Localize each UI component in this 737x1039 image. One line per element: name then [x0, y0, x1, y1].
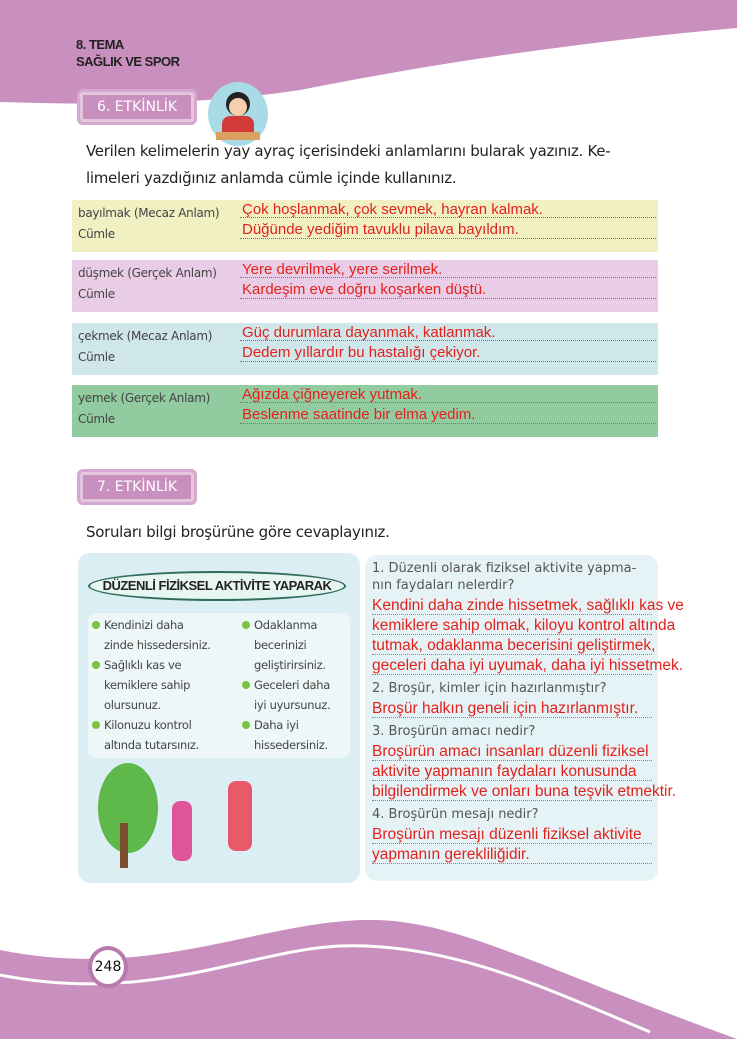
instruction-line: Verilen kelimelerin yay ayraç içerisindeki anlamlarını bularak yazınız. Ke- [86, 142, 611, 160]
question-answer[interactable]: Broşür halkın geneli için hazırlanmıştır. [372, 700, 639, 717]
benefit-line: iyi uyursunuz. [254, 698, 331, 712]
word-row [72, 385, 658, 437]
question-answer[interactable]: yapmanın gerekliliğidir. [372, 846, 530, 863]
benefit-line: Kilonuzu kontrol [92, 715, 240, 735]
bullet-icon [242, 721, 250, 729]
activity7-instruction: Soruları bilgi broşürüne göre cevaplayınız. [86, 523, 390, 541]
benefit-line: Odaklanma [242, 615, 358, 635]
bullet-icon [242, 621, 250, 629]
dotted-line [240, 361, 656, 362]
sentence-label: Cümle [78, 287, 115, 301]
instruction-line: limeleri yazdığınız anlamda cümle içinde kullanınız. [86, 169, 457, 187]
activity7-badge: 7. ETKİNLİK [80, 472, 194, 502]
sentence-answer[interactable]: Kardeşim eve doğru koşarken düştü. [242, 281, 487, 298]
word-label: çekmek (Mecaz Anlam) [78, 329, 213, 343]
question-answer[interactable]: kemiklere sahip olmak, kiloyu kontrol altında [372, 617, 676, 634]
dotted-line [240, 423, 656, 424]
theme-title: SAĞLIK VE SPOR [76, 54, 180, 69]
benefit-line: Kendinizi daha [92, 615, 240, 635]
sentence-answer[interactable]: Düğünde yediğim tavuklu pilava bayıldım. [242, 221, 519, 238]
question-text: 3. Broşürün amacı nedir? [372, 724, 536, 739]
activity6-badge: 6. ETKİNLİK [80, 92, 194, 122]
activity6-instruction [86, 138, 610, 192]
question-answer[interactable]: aktivite yapmanın faydaları konusunda [372, 763, 637, 780]
bullet-icon [92, 721, 100, 729]
brochure [78, 553, 360, 883]
benefit-line: zinde hissedersiniz. [104, 638, 211, 652]
benefit-line: Sağlıklı kas ve [92, 655, 240, 675]
sentence-answer[interactable]: Dedem yıllardır bu hastalığı çekiyor. [242, 344, 481, 361]
meaning-answer[interactable]: Ağızda çiğneyerek yutmak. [242, 386, 423, 403]
question-answer[interactable]: Broşürün mesajı düzenli fiziksel aktivite [372, 826, 642, 843]
benefit-line: altında tutarsınız. [104, 738, 199, 752]
question-text: 2. Broşür, kimler için hazırlanmıştır? [372, 681, 607, 696]
girl-writing-illustration [208, 82, 268, 146]
dotted-line [240, 238, 656, 239]
dotted-line [240, 298, 656, 299]
meaning-answer[interactable]: Yere devrilmek, yere serilmek. [242, 261, 443, 278]
sentence-answer[interactable]: Beslenme saatinde bir elma yedim. [242, 406, 476, 423]
bullet-icon [242, 681, 250, 689]
word-label: düşmek (Gerçek Anlam) [78, 266, 217, 280]
word-row [72, 200, 658, 252]
word-row [72, 323, 658, 375]
question-answer[interactable]: Kendini daha zinde hissetmek, sağlıklı kas ve [372, 597, 684, 614]
bullet-icon [92, 661, 100, 669]
theme-number: 8. TEMA [76, 37, 124, 52]
benefit-line: hissedersiniz. [254, 738, 328, 752]
theme-label [76, 36, 180, 70]
benefit-line: kemiklere sahip [104, 678, 191, 692]
benefit-line: Daha iyi [242, 715, 358, 735]
benefit-line: Geceleri daha [242, 675, 358, 695]
benefit-line: geliştirirsiniz. [254, 658, 326, 672]
sentence-label: Cümle [78, 350, 115, 364]
running-girl-illustration [172, 801, 192, 861]
sentence-label: Cümle [78, 412, 115, 426]
sentence-label: Cümle [78, 227, 115, 241]
meaning-answer[interactable]: Güç durumlara dayanmak, katlanmak. [242, 324, 496, 341]
tree-illustration [98, 763, 158, 853]
page-number: 248 [88, 946, 128, 988]
brochure-title: DÜZENLİ FİZİKSEL AKTİVİTE YAPARAK [88, 571, 346, 601]
running-man-illustration [228, 781, 252, 851]
question-answer[interactable]: tutmak, odaklanma becerisini geliştirmek, [372, 637, 656, 654]
word-row [72, 260, 658, 312]
benefit-line: becerinizi [254, 638, 307, 652]
question-answer[interactable]: geceleri daha iyi uyumak, daha iyi hissetmek. [372, 657, 684, 674]
question-text: 1. Düzenli olarak fiziksel aktivite yapma- [372, 561, 637, 576]
question-answer[interactable]: bilgilendirmek ve onları buna teşvik etmektir. [372, 783, 677, 800]
question-answer[interactable]: Broşürün amacı insanları düzenli fiziksel [372, 743, 649, 760]
bullet-icon [92, 621, 100, 629]
question-text: nın faydaları nelerdir? [372, 578, 515, 593]
word-label: bayılmak (Mecaz Anlam) [78, 206, 220, 220]
meaning-answer[interactable]: Çok hoşlanmak, çok sevmek, hayran kalmak. [242, 201, 543, 218]
benefit-line: olursunuz. [104, 698, 161, 712]
word-label: yemek (Gerçek Anlam) [78, 391, 210, 405]
question-text: 4. Broşürün mesajı nedir? [372, 807, 539, 822]
